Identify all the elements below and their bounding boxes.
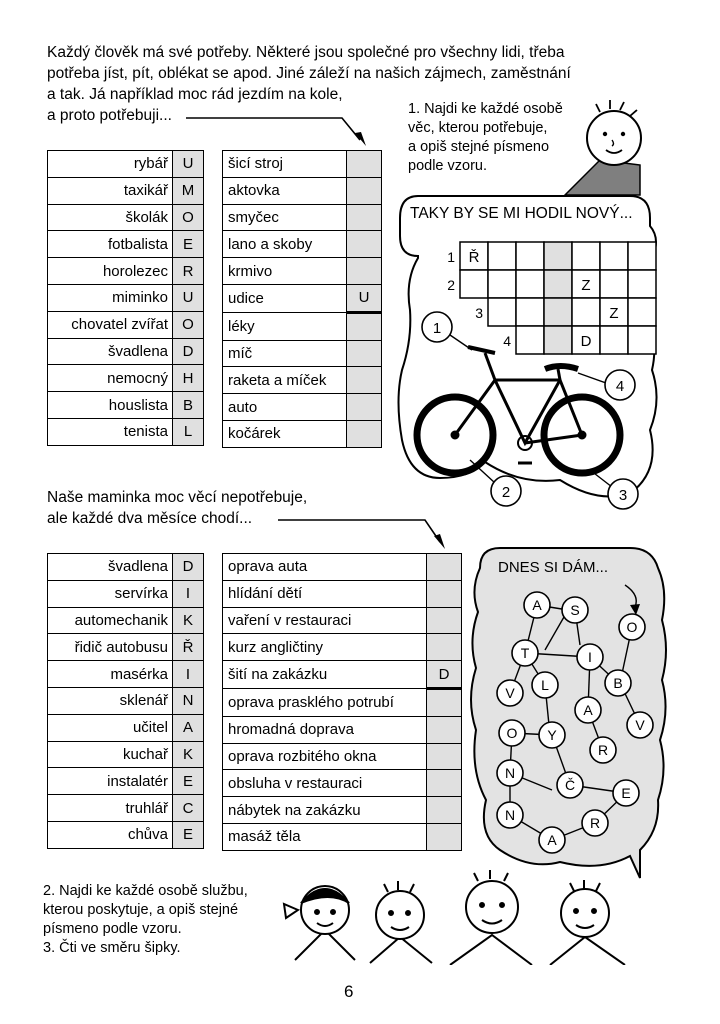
letter-cell: K xyxy=(173,741,204,768)
callout-number: 2 xyxy=(501,484,511,501)
item-cell: udice xyxy=(223,284,347,312)
boy-icon xyxy=(450,870,532,965)
table-row xyxy=(48,768,204,795)
table-row xyxy=(223,151,382,178)
item-cell: míč xyxy=(223,340,347,367)
table-row xyxy=(223,743,462,770)
table-row xyxy=(48,258,204,285)
person-cell: chůva xyxy=(48,821,173,848)
table-row xyxy=(223,231,382,258)
callout-number: 1 xyxy=(432,320,442,337)
item-cell: masáž těla xyxy=(223,823,427,850)
answer-cell[interactable] xyxy=(347,151,382,178)
letter-cell: K xyxy=(173,607,204,634)
answer-cell[interactable] xyxy=(427,743,462,770)
item-cell: nábytek na zakázku xyxy=(223,797,427,824)
answer-cell[interactable] xyxy=(427,688,462,716)
item-cell: léky xyxy=(223,312,347,340)
person-cell: chovatel zvířat xyxy=(48,311,173,338)
maze-letter: A xyxy=(547,832,557,848)
maze-letter: B xyxy=(613,675,623,691)
arrow-head-2 xyxy=(434,534,445,549)
table-row xyxy=(48,231,204,258)
crossword-cell xyxy=(600,270,628,298)
item-cell: lano a skoby xyxy=(223,231,347,258)
item-cell: šicí stroj xyxy=(223,151,347,178)
task-line: kterou poskytuje, a opiš stejné xyxy=(43,902,239,918)
crossword-cell xyxy=(544,298,572,326)
maze-letter: E xyxy=(621,785,631,801)
crossword-letter: Z xyxy=(581,277,591,294)
table-row xyxy=(223,716,462,743)
letter-maze xyxy=(470,575,670,865)
boy-icon xyxy=(370,881,432,963)
boy-icon xyxy=(550,880,625,965)
answer-cell[interactable] xyxy=(427,607,462,634)
task-2-text xyxy=(43,882,248,958)
boy-body xyxy=(565,160,640,195)
page-number: 6 xyxy=(344,982,354,1001)
table-row xyxy=(223,420,382,447)
crossword-letter: Ř xyxy=(468,249,480,266)
bubble-1-title: TAKY BY SE MI HODIL NOVÝ... xyxy=(410,205,633,222)
callout-3 xyxy=(590,470,638,509)
crossword-cell xyxy=(628,298,656,326)
callout-2 xyxy=(470,460,521,506)
letter-cell: O xyxy=(173,311,204,338)
crossword-cell xyxy=(600,326,628,354)
crossword-cell xyxy=(488,270,516,298)
letter-cell: E xyxy=(173,821,204,848)
intro-line: potřeba jíst, pít, oblékat se apod. Jiné záleží na našich zájmech, zaměstnání xyxy=(47,65,571,82)
children-illustration xyxy=(270,865,650,965)
task-line: podle vzoru. xyxy=(408,158,487,174)
letter-cell: I xyxy=(173,661,204,688)
person-cell: kuchař xyxy=(48,741,173,768)
girl-icon xyxy=(284,886,355,960)
table-row xyxy=(48,821,204,848)
person-cell: servírka xyxy=(48,580,173,607)
bubble-1-content xyxy=(400,235,660,515)
letter-cell: B xyxy=(173,392,204,419)
letter-cell: D xyxy=(173,554,204,581)
maze-nodes xyxy=(497,592,653,853)
crossword-number: 1 xyxy=(447,249,455,265)
table-row xyxy=(48,554,204,581)
maze-letter: V xyxy=(505,685,515,701)
arrow-head-1 xyxy=(355,132,366,146)
table-row xyxy=(48,392,204,419)
answer-cell[interactable] xyxy=(347,177,382,204)
person-cell: školák xyxy=(48,204,173,231)
table-row xyxy=(48,204,204,231)
letter-cell: U xyxy=(173,151,204,178)
answer-cell[interactable] xyxy=(347,394,382,421)
letter-cell: D xyxy=(173,338,204,365)
table-row xyxy=(223,554,462,581)
table-row xyxy=(223,823,462,850)
table-2-services xyxy=(222,553,462,851)
item-cell: obsluha v restauraci xyxy=(223,770,427,797)
crossword-cell xyxy=(516,270,544,298)
item-cell: oprava rozbitého okna xyxy=(223,743,427,770)
letter-cell: E xyxy=(173,768,204,795)
task-line: a opiš stejné písmeno xyxy=(408,139,550,155)
answer-cell[interactable] xyxy=(347,204,382,231)
table-row xyxy=(48,607,204,634)
item-cell: auto xyxy=(223,394,347,421)
person-cell: nemocný xyxy=(48,365,173,392)
table-row xyxy=(223,284,382,312)
item-cell: raketa a míček xyxy=(223,367,347,394)
item-cell: oprava prasklého potrubí xyxy=(223,688,427,716)
table-2-persons xyxy=(47,553,204,849)
person-cell: švadlena xyxy=(48,338,173,365)
maze-letter: A xyxy=(583,702,593,718)
letter-cell: M xyxy=(173,177,204,204)
table-row xyxy=(223,607,462,634)
table-row xyxy=(48,418,204,445)
callout-1 xyxy=(422,312,472,350)
crossword-cell xyxy=(572,298,600,326)
table-row xyxy=(223,770,462,797)
crossword xyxy=(447,242,656,354)
table-row xyxy=(223,258,382,285)
crossword-number: 2 xyxy=(447,277,455,293)
maze-letter: O xyxy=(626,619,638,635)
table-row xyxy=(223,797,462,824)
maze-letter: R xyxy=(597,742,609,758)
maze-letter: S xyxy=(570,602,580,618)
table-row xyxy=(223,177,382,204)
item-cell: šití na zakázku xyxy=(223,661,427,689)
crossword-cell xyxy=(572,242,600,270)
letter-cell: U xyxy=(173,284,204,311)
table-row xyxy=(223,580,462,607)
item-cell: hromadná doprava xyxy=(223,716,427,743)
item-cell: krmivo xyxy=(223,258,347,285)
item-cell: aktovka xyxy=(223,177,347,204)
crossword-letter: D xyxy=(580,333,592,350)
task-line: věc, kterou potřebuje, xyxy=(408,120,548,136)
answer-cell[interactable]: U xyxy=(347,284,382,312)
crossword-cell xyxy=(544,270,572,298)
crossword-cell xyxy=(544,242,572,270)
answer-cell[interactable] xyxy=(347,231,382,258)
table-row xyxy=(48,634,204,661)
crossword-cell xyxy=(488,242,516,270)
letter-cell: A xyxy=(173,714,204,741)
crossword-number: 4 xyxy=(503,333,511,349)
table-row xyxy=(48,687,204,714)
person-cell: sklenář xyxy=(48,687,173,714)
task-line: 2. Najdi ke každé osobě službu, xyxy=(43,883,248,899)
crossword-cell xyxy=(488,298,516,326)
item-cell: oprava auta xyxy=(223,554,427,581)
maze-letter: O xyxy=(506,725,518,741)
boy-head xyxy=(587,111,641,165)
person-cell: houslista xyxy=(48,392,173,419)
answer-cell[interactable] xyxy=(347,340,382,367)
intro-line: a tak. Já například moc rád jezdím na kole, xyxy=(47,86,343,103)
person-cell: rybář xyxy=(48,151,173,178)
item-cell: hlídání dětí xyxy=(223,580,427,607)
task-1-text xyxy=(408,100,563,176)
answer-cell[interactable] xyxy=(427,823,462,850)
bicycle-icon xyxy=(417,347,620,473)
crossword-cell xyxy=(600,242,628,270)
table-row xyxy=(223,634,462,661)
maze-letter: T xyxy=(520,645,530,661)
letter-cell: H xyxy=(173,365,204,392)
answer-cell[interactable] xyxy=(347,420,382,447)
letter-cell: N xyxy=(173,687,204,714)
person-cell: automechanik xyxy=(48,607,173,634)
table-row xyxy=(48,311,204,338)
crossword-number: 3 xyxy=(475,305,483,321)
person-cell: instalatér xyxy=(48,768,173,795)
table-row xyxy=(48,365,204,392)
intro-line: a proto potřebuji... xyxy=(47,107,172,124)
table-row xyxy=(48,338,204,365)
table-1-persons xyxy=(47,150,204,446)
letter-cell: E xyxy=(173,231,204,258)
table-row xyxy=(48,795,204,822)
answer-cell[interactable] xyxy=(427,580,462,607)
person-cell: učitel xyxy=(48,714,173,741)
item-cell: kurz angličtiny xyxy=(223,634,427,661)
task-line: 1. Najdi ke každé osobě xyxy=(408,101,563,117)
maze-letter: L xyxy=(541,677,549,693)
maze-letter: N xyxy=(504,765,516,781)
maze-letter: Y xyxy=(547,727,557,743)
answer-cell[interactable] xyxy=(427,797,462,824)
answer-cell[interactable] xyxy=(347,258,382,285)
answer-cell[interactable] xyxy=(427,770,462,797)
answer-cell[interactable] xyxy=(427,634,462,661)
maze-letter: V xyxy=(635,717,645,733)
maze-letter: N xyxy=(504,807,516,823)
table-row xyxy=(48,661,204,688)
callout-number: 4 xyxy=(615,378,625,395)
arrow-line-1 xyxy=(186,118,360,140)
person-cell: miminko xyxy=(48,284,173,311)
table-row xyxy=(48,580,204,607)
letter-cell: Ř xyxy=(173,634,204,661)
table-row xyxy=(223,688,462,716)
person-cell: masérka xyxy=(48,661,173,688)
intro-line: Naše maminka moc věcí nepotřebuje, xyxy=(47,489,308,506)
letter-cell: O xyxy=(173,204,204,231)
answer-cell[interactable]: D xyxy=(427,661,462,689)
person-cell: horolezec xyxy=(48,258,173,285)
table-1-items xyxy=(222,150,382,448)
answer-cell[interactable] xyxy=(347,312,382,340)
crossword-cell xyxy=(544,326,572,354)
letter-cell: L xyxy=(173,418,204,445)
person-cell: tenista xyxy=(48,418,173,445)
answer-cell[interactable] xyxy=(427,554,462,581)
table-row xyxy=(48,151,204,178)
intro-2-text xyxy=(47,487,307,529)
table-row xyxy=(48,741,204,768)
intro-line: ale každé dva měsíce chodí... xyxy=(47,510,253,527)
person-cell: truhlář xyxy=(48,795,173,822)
callout-number: 3 xyxy=(618,487,628,504)
person-cell: švadlena xyxy=(48,554,173,581)
crossword-cell xyxy=(516,298,544,326)
table-row xyxy=(48,177,204,204)
maze-letter: R xyxy=(589,815,601,831)
table-row xyxy=(48,714,204,741)
letter-cell: R xyxy=(173,258,204,285)
maze-letter: Č xyxy=(564,777,576,793)
crossword-cell xyxy=(628,270,656,298)
crossword-cell xyxy=(516,326,544,354)
table-row xyxy=(223,340,382,367)
crossword-cell xyxy=(516,242,544,270)
answer-cell[interactable] xyxy=(427,716,462,743)
table-row xyxy=(48,284,204,311)
answer-cell[interactable] xyxy=(347,367,382,394)
crossword-letter: Z xyxy=(609,305,619,322)
item-cell: smyčec xyxy=(223,204,347,231)
intro-line: Každý člověk má své potřeby. Některé jsou společné pro všechny lidi, třeba xyxy=(47,44,565,61)
letter-cell: C xyxy=(173,795,204,822)
person-cell: taxikář xyxy=(48,177,173,204)
table-row xyxy=(223,661,462,689)
crossword-cell xyxy=(628,326,656,354)
person-cell: řidič autobusu xyxy=(48,634,173,661)
task-line: 3. Čti ve směru šipky. xyxy=(43,940,181,956)
task-line: písmeno podle vzoru. xyxy=(43,921,182,937)
item-cell: kočárek xyxy=(223,420,347,447)
table-row xyxy=(223,367,382,394)
table-row xyxy=(223,394,382,421)
crossword-cell xyxy=(628,242,656,270)
maze-letter: A xyxy=(532,597,542,613)
crossword-cell xyxy=(460,270,488,298)
person-cell: fotbalista xyxy=(48,231,173,258)
table-row xyxy=(223,312,382,340)
letter-cell: I xyxy=(173,580,204,607)
maze-letter: I xyxy=(588,649,592,665)
table-row xyxy=(223,204,382,231)
bubble-2-title: DNES SI DÁM... xyxy=(498,559,609,576)
item-cell: vaření v restauraci xyxy=(223,607,427,634)
